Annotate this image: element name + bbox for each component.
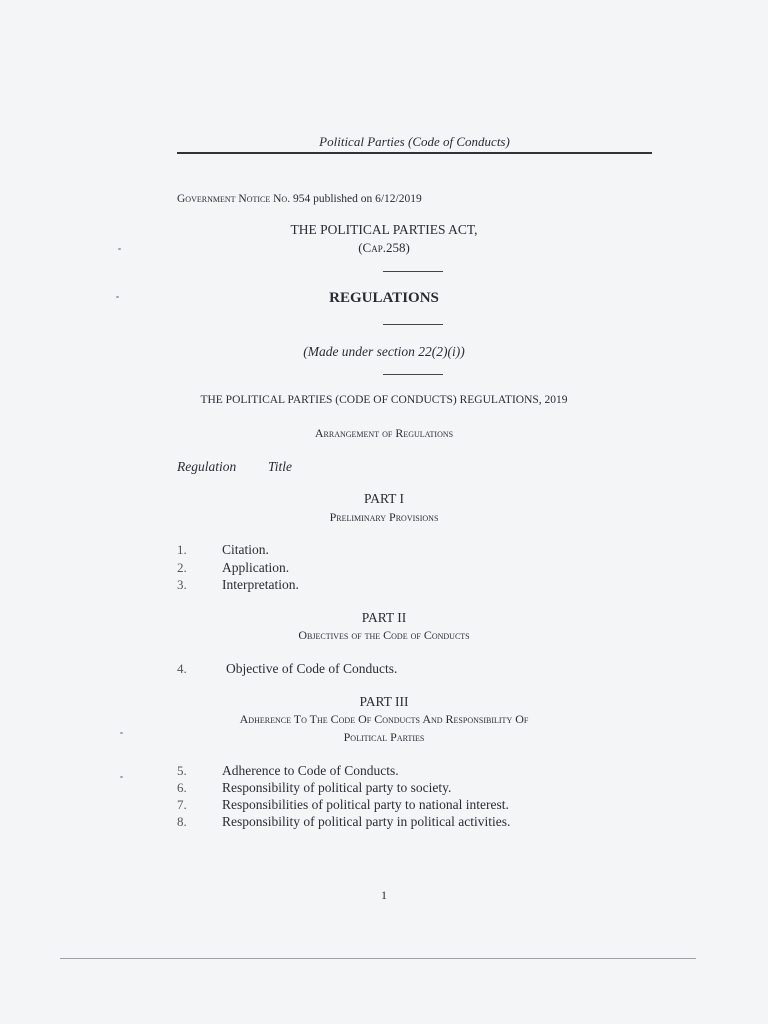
list-item: Application. (222, 560, 290, 575)
notice-prefix: Government Notice No. (177, 193, 291, 205)
list-item: Responsibilities of political party to national interest. (222, 797, 509, 812)
regulations-heading: REGULATIONS (329, 290, 439, 306)
cap-number: .258) (382, 240, 410, 255)
divider-rule (383, 271, 443, 272)
government-notice (177, 193, 422, 205)
part-subtitle: Preliminary Provisions (329, 510, 439, 524)
notice-details: 954 published on 6/12/2019 (290, 193, 422, 205)
list-item-number: 6. (177, 780, 187, 795)
part-subtitle: Political Parties (343, 730, 425, 744)
running-header: Political Parties (Code of Conducts) (319, 134, 510, 149)
column-heading-title: Title (268, 459, 293, 474)
regulations-full-title: THE POLITICAL PARTIES (CODE OF CONDUCTS) REGULATIONS, 2019 (200, 394, 568, 406)
made-under-section: (Made under section 22(2)(i)) (303, 344, 465, 359)
list-item-number: 1. (177, 542, 187, 557)
part-subtitle: Objectives of the Code of Conducts (298, 628, 470, 642)
scan-speck (118, 248, 121, 250)
arrangement-heading: Arrangement of Regulations (314, 426, 454, 440)
scan-speck (120, 732, 123, 734)
cap-label: Cap (362, 240, 383, 255)
page-number: 1 (381, 888, 387, 902)
part-heading: PART I (363, 491, 405, 506)
list-item: Adherence to Code of Conducts. (222, 763, 399, 778)
list-item-number: 4. (177, 661, 187, 676)
part-heading: PART II (361, 610, 407, 625)
header-rule (177, 152, 652, 154)
act-title: THE POLITICAL PARTIES ACT, (290, 222, 478, 237)
list-item-number: 2. (177, 560, 187, 575)
scan-speck (120, 776, 123, 778)
part-subtitle: Adherence To The Code Of Conducts And Responsibility Of (239, 712, 529, 726)
list-item-number: 3. (177, 577, 187, 592)
list-item: Interpretation. (222, 577, 299, 592)
list-item-number: 5. (177, 763, 187, 778)
act-chapter (0, 240, 768, 256)
part-heading: PART III (359, 694, 409, 709)
cap-open: ( (358, 240, 363, 255)
list-item-number: 7. (177, 797, 187, 812)
list-item: Responsibility of political party to society. (222, 780, 452, 795)
list-item: Objective of Code of Conducts. (226, 661, 398, 676)
list-item-number: 8. (177, 814, 187, 829)
footer-rule (60, 958, 696, 959)
column-heading-regulation: Regulation (177, 459, 237, 474)
list-item: Citation. (222, 542, 269, 557)
divider-rule (383, 324, 443, 325)
list-item: Responsibility of political party in political activities. (222, 814, 511, 829)
divider-rule (383, 374, 443, 375)
scan-speck (116, 296, 119, 298)
